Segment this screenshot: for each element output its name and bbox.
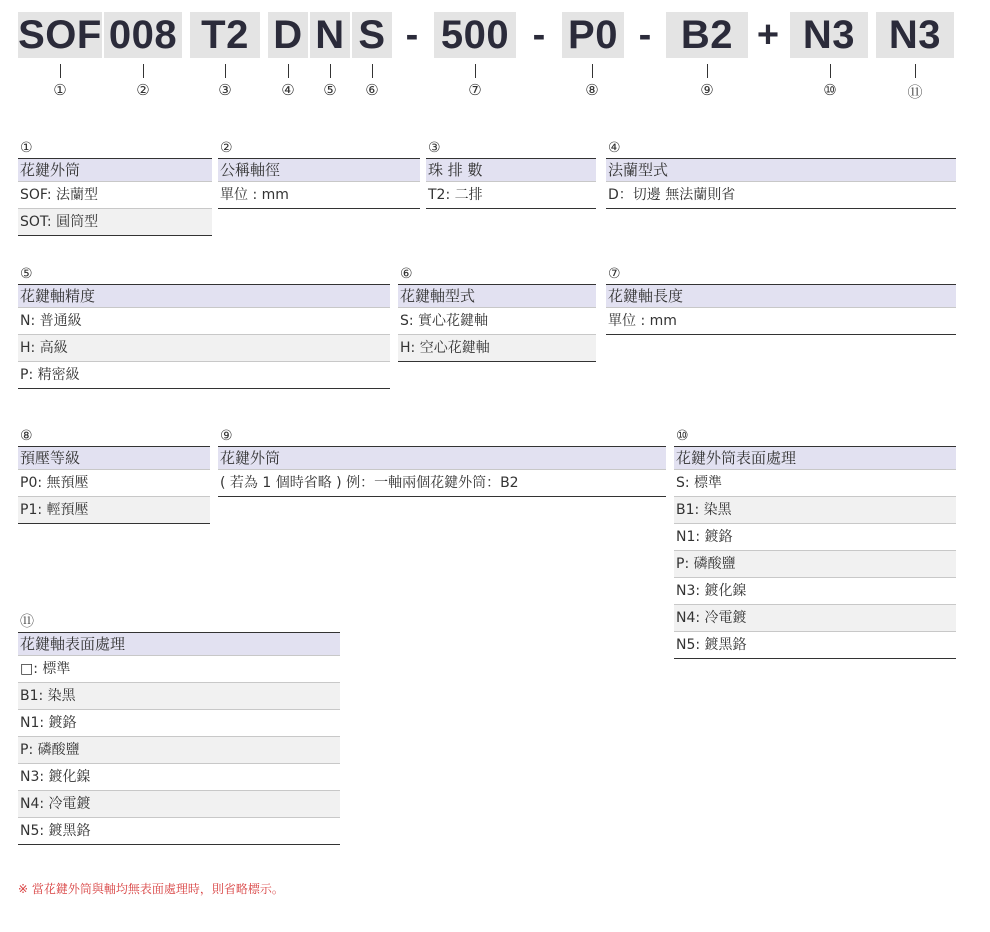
tick-10 bbox=[830, 64, 831, 78]
code-segment-6: S bbox=[352, 12, 392, 58]
separator-plus: + bbox=[756, 13, 780, 56]
table-number: ⑦ bbox=[608, 266, 621, 282]
table-number: ④ bbox=[608, 140, 621, 156]
code-number-6: ⑥ bbox=[365, 81, 379, 99]
table-row: B1: 染黑 bbox=[18, 682, 340, 709]
table-row: P0: 無預壓 bbox=[18, 469, 210, 496]
table-row: 單位 : mm bbox=[606, 307, 956, 335]
code-segment-11: N3 bbox=[876, 12, 954, 58]
table-row: P: 精密級 bbox=[18, 361, 390, 389]
table-shaft-accuracy bbox=[18, 264, 390, 389]
table-row: S: 實心花鍵軸 bbox=[398, 307, 596, 334]
table-row: N4: 冷電鍍 bbox=[18, 790, 340, 817]
table-header: 珠 排 數 bbox=[426, 158, 596, 181]
table-row: P: 磷酸鹽 bbox=[674, 550, 956, 577]
code-number-10: ⑩ bbox=[823, 81, 837, 99]
table-row: □: 標準 bbox=[18, 655, 340, 682]
footnote: ※ 當花鍵外筒與軸均無表面處理時，則省略標示。 bbox=[18, 882, 284, 896]
code-segment-10: N3 bbox=[790, 12, 868, 58]
table-header: 花鍵軸長度 bbox=[606, 284, 956, 307]
table-row: N3: 鍍化鎳 bbox=[18, 763, 340, 790]
table-row: N1: 鍍鉻 bbox=[674, 523, 956, 550]
table-row: B1: 染黑 bbox=[674, 496, 956, 523]
tick-3 bbox=[225, 64, 226, 78]
table-header: 花鍵外筒 bbox=[218, 446, 666, 469]
table-header: 花鍵軸精度 bbox=[18, 284, 390, 307]
table-row: SOT: 圓筒型 bbox=[18, 208, 212, 236]
table-number: ② bbox=[220, 140, 233, 156]
separator-dash: - bbox=[405, 13, 419, 56]
code-number-2: ② bbox=[136, 81, 150, 99]
table-row: T2: 二排 bbox=[426, 181, 596, 209]
table-header: 花鍵外筒 bbox=[18, 158, 212, 181]
code-number-1: ① bbox=[53, 81, 67, 99]
table-shaft-surface bbox=[18, 612, 340, 845]
code-segment-8: P0 bbox=[562, 12, 624, 58]
table-row: SOF: 法蘭型 bbox=[18, 181, 212, 208]
tick-11 bbox=[915, 64, 916, 78]
table-header: 公稱軸徑 bbox=[218, 158, 420, 181]
code-number-9: ⑨ bbox=[700, 81, 714, 99]
code-segment-5: N bbox=[310, 12, 350, 58]
separator-dash: - bbox=[532, 13, 546, 56]
table-number: ⑥ bbox=[400, 266, 413, 282]
table-number: ① bbox=[20, 140, 33, 156]
table-row: N3: 鍍化鎳 bbox=[674, 577, 956, 604]
tick-6 bbox=[372, 64, 373, 78]
table-number: ⑤ bbox=[20, 266, 33, 282]
code-segment-1: SOF bbox=[18, 12, 102, 57]
code-segment-4: D bbox=[268, 12, 308, 58]
table-header: 花鍵軸表面處理 bbox=[18, 632, 340, 655]
table-flange-type bbox=[606, 138, 956, 209]
tick-1 bbox=[60, 64, 61, 78]
code-number-5: ⑤ bbox=[323, 81, 337, 99]
table-row: N4: 冷電鍍 bbox=[674, 604, 956, 631]
tick-5 bbox=[330, 64, 331, 78]
code-number-4: ④ bbox=[281, 81, 295, 99]
code-number-8: ⑧ bbox=[585, 81, 599, 99]
code-number-7: ⑦ bbox=[468, 81, 482, 99]
tick-7 bbox=[475, 64, 476, 78]
table-row: H: 空心花鍵軸 bbox=[398, 334, 596, 362]
code-segment-7: 500 bbox=[434, 12, 516, 58]
table-row: N5: 鍍黑鉻 bbox=[18, 817, 340, 845]
table-nominal-diameter bbox=[218, 138, 420, 209]
table-row: N: 普通級 bbox=[18, 307, 390, 334]
table-header: 法蘭型式 bbox=[606, 158, 956, 181]
table-header: 花鍵軸型式 bbox=[398, 284, 596, 307]
table-row: ( 若為 1 個時省略 ) 例：一軸兩個花鍵外筒：B2 bbox=[218, 469, 666, 497]
tick-2 bbox=[143, 64, 144, 78]
table-number: ⑧ bbox=[20, 428, 33, 444]
table-ball-rows bbox=[426, 138, 596, 209]
table-shaft-length bbox=[606, 264, 956, 335]
table-number: ⑩ bbox=[676, 428, 689, 444]
table-row: H: 高級 bbox=[18, 334, 390, 361]
table-number: ⑪ bbox=[20, 614, 34, 630]
tick-8 bbox=[592, 64, 593, 78]
code-number-11: ⑪ bbox=[907, 83, 923, 101]
table-number: ⑨ bbox=[220, 428, 233, 444]
table-outer-count bbox=[218, 426, 666, 497]
table-row: N5: 鍍黑鉻 bbox=[674, 631, 956, 659]
table-number: ③ bbox=[428, 140, 441, 156]
code-segment-9: B2 bbox=[666, 12, 748, 58]
table-row: P1: 輕預壓 bbox=[18, 496, 210, 524]
table-row: D：切邊 無法蘭則省 bbox=[606, 181, 956, 209]
table-row: S: 標準 bbox=[674, 469, 956, 496]
tick-4 bbox=[288, 64, 289, 78]
table-row: 單位 : mm bbox=[218, 181, 420, 209]
table-preload bbox=[18, 426, 210, 524]
table-shaft-type bbox=[398, 264, 596, 362]
table-outer-type bbox=[18, 138, 212, 236]
table-outer-surface bbox=[674, 426, 956, 659]
separator-dash: - bbox=[638, 13, 652, 56]
table-row: N1: 鍍鉻 bbox=[18, 709, 340, 736]
code-segment-3: T2 bbox=[190, 12, 260, 58]
tick-9 bbox=[707, 64, 708, 78]
table-row: P: 磷酸鹽 bbox=[18, 736, 340, 763]
table-header: 花鍵外筒表面處理 bbox=[674, 446, 956, 469]
code-segment-2: 008 bbox=[104, 12, 182, 58]
code-number-3: ③ bbox=[218, 81, 232, 99]
table-header: 預壓等級 bbox=[18, 446, 210, 469]
